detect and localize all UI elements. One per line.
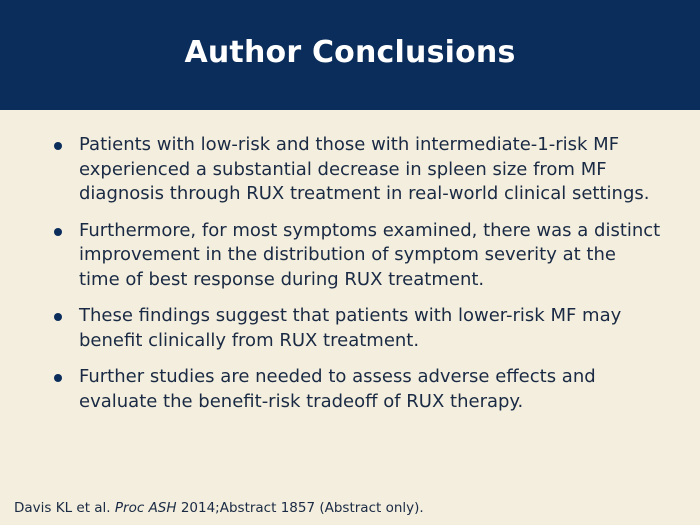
bullet-list <box>52 133 662 426</box>
bullet-text: Furthermore, for most symptoms examined, there was a distinct improvement in the distribution of symptom severity at the time of best response during RUX treatment. <box>79 219 661 290</box>
bullet-item <box>52 304 662 353</box>
slide-title: Author Conclusions <box>184 34 516 70</box>
citation-journal: Proc ASH <box>114 500 177 516</box>
bullet-item <box>52 365 662 414</box>
bullet-text: Patients with low-risk and those with intermediate-1-risk MF experienced a substantial decrease in spleen size from MF diagnosis through RUX treatment in real-world clinical settings. <box>79 134 650 204</box>
bullet-dot-icon <box>54 313 62 321</box>
bullet-item <box>52 133 662 207</box>
bullet-dot-icon <box>54 374 62 382</box>
bullet-dot-icon <box>54 228 62 236</box>
bullet-text: These findings suggest that patients with lower-risk MF may benefit clinically from RUX treatment. <box>79 305 622 351</box>
citation-authors: Davis KL et al. <box>14 500 111 516</box>
bullet-text: Further studies are needed to assess adverse effects and evaluate the benefit-risk tradeoff of RUX therapy. <box>79 366 596 412</box>
citation-details: 2014;Abstract 1857 (Abstract only). <box>180 500 424 516</box>
citation <box>14 500 424 516</box>
bullet-item <box>52 219 662 293</box>
bullet-dot-icon <box>54 142 62 150</box>
title-bar <box>0 0 700 110</box>
